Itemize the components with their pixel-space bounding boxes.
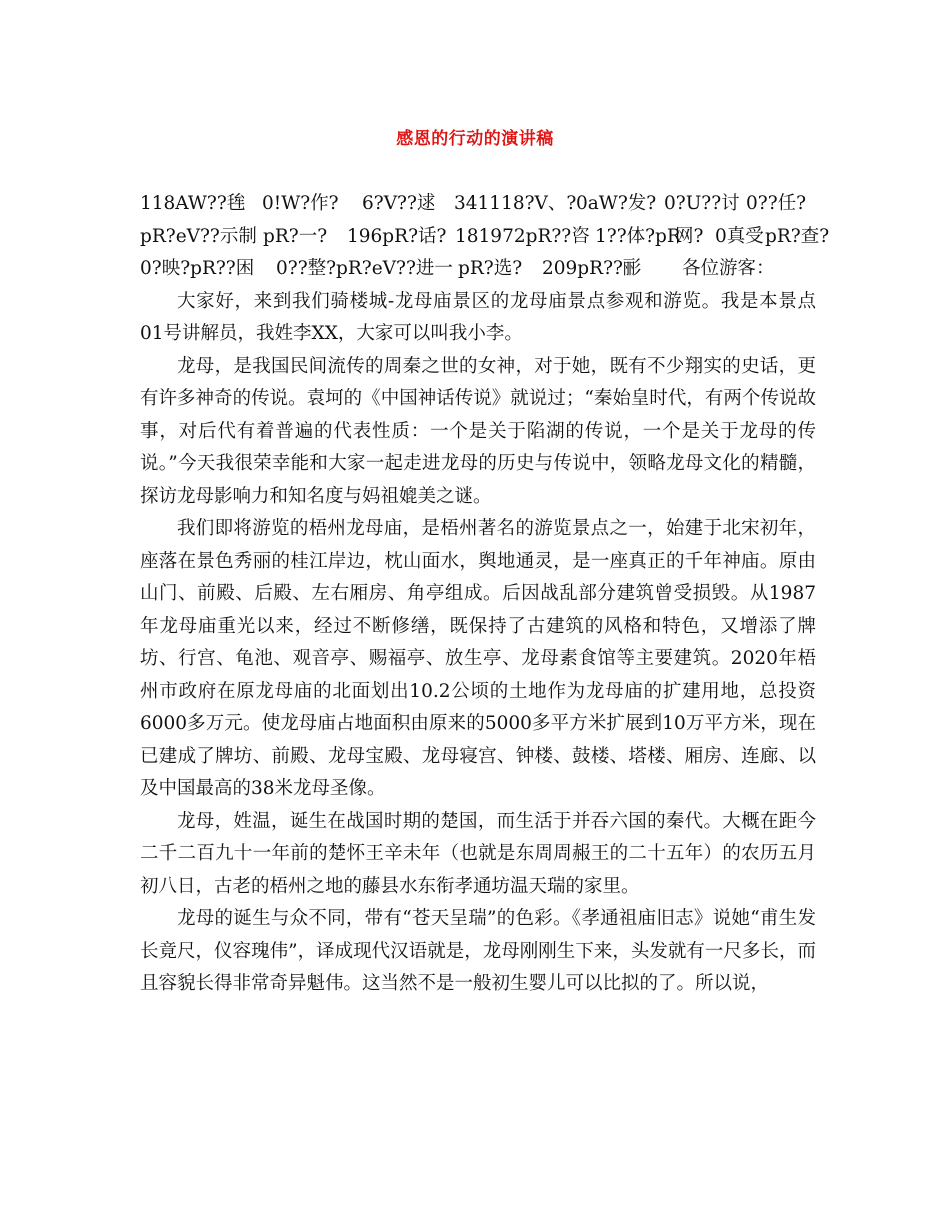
garbled-token: 0?映?pR??困 [140,258,255,279]
garbled-token: 网? [675,225,704,247]
garbled-token: 0!W?作? [262,193,339,214]
garbled-token: pR?选? [458,258,523,279]
garbled-token: 0??整?pR?eV??进一 [276,258,453,279]
garbled-line-1 [140,188,816,221]
garbled-token: pR?查? [765,225,830,247]
garbled-token: 各位游客： [682,258,775,279]
garbled-token: pR?eV??示制 [140,225,257,247]
garbled-token: 196pR?话? [347,225,447,247]
garbled-token: 118AW??毪 [140,193,246,214]
garbled-token: 0aW?发? [576,193,657,214]
paragraph-5: 龙母的诞生与众不同，带有“苍天呈瑞”的色彩。《孝通祖庙旧志》说她“甫生发长竟尺，仪容瑰伟”，译成现代汉语就是，龙母刚刚生下来，头发就有一尺多长，而且容貌长得非常奇异魁伟。这当然不是一般初生婴儿可以比拟的了。所以说， [140,908,816,994]
garbled-token: 181972pR??咨 [455,225,590,247]
paragraph-3: 我们即将游览的梧州龙母庙，是梧州著名的游览景点之一，始建于北宋初年，座落在景色秀丽的桂江岸边，枕山面水，舆地通灵，是一座真正的千年神庙。原由山门、前殿、后殿、左右厢房、角亭组成。后因战乱部分建筑曾受损毁。从1987年龙母庙重光以来，经过不断修缮，既保持了古建筑的风格和特色，又增添了牌坊、行宫、龟池、观音亭、赐福亭、放生亭、龙母素食馆等主要建筑。2020年梧州市政府在原龙母庙的北面划出10.2公顷的土地作为龙母庙的扩建用地，总投资6000多万元。使龙母庙占地面积由原来的5000多平方米扩展到10万平方米，现在已建成了牌坊、前殿、龙母宝殿、龙母寝宫、钟楼、鼓楼、塔楼、厢房、连廊、以及中国最高的38米龙母圣像。 [140,518,816,799]
paragraph-4: 龙母，姓温，诞生在战国时期的楚国，而生活于并吞六国的秦代。大概在距今二千二百九十一年前的楚怀王辛未年（也就是东周周赧王的二十五年）的农历五月初八日，古老的梧州之地的藤县水东衔孝通坊温天瑞的家里。 [140,810,816,897]
garbled-token: 209pR??彨 [542,258,642,279]
garbled-token: pR?一? [263,225,328,247]
garbled-token: 0真受 [715,225,764,247]
garbled-token: 0??任? [746,193,807,214]
garbled-token: 1??体?pR [595,225,681,247]
garbled-line-3 [140,253,816,286]
garbled-token: 341118?V、? [454,193,577,214]
garbled-token: 0?U??讨 [664,193,740,214]
document-body [140,188,830,1001]
garbled-line-2 [140,221,830,254]
paragraph-2: 龙母，是我国民间流传的周秦之世的女神，对于她，既有不少翔实的史话，更有许多神奇的传说。袁坷的《中国神话传说》就说过；“秦始皇时代，有两个传说故事，对后代有着普遍的代表性质：一个是关于陷湖的传说，一个是关于龙母的传说。”今天我很荣幸能和大家一起走进龙母的历史与传说中，领略龙母文化的精髓，探访龙母影响力和知名度与妈祖媲美之谜。 [140,355,816,507]
garbled-token: 6?V??逑 [362,193,436,214]
paragraph-1: 大家好，来到我们骑楼城-龙母庙景区的龙母庙景点参观和游览。我是本景点01号讲解员，我姓李XX，大家可以叫我小李。 [140,290,816,344]
document-title: 感恩的行动的演讲稿 [396,129,554,149]
